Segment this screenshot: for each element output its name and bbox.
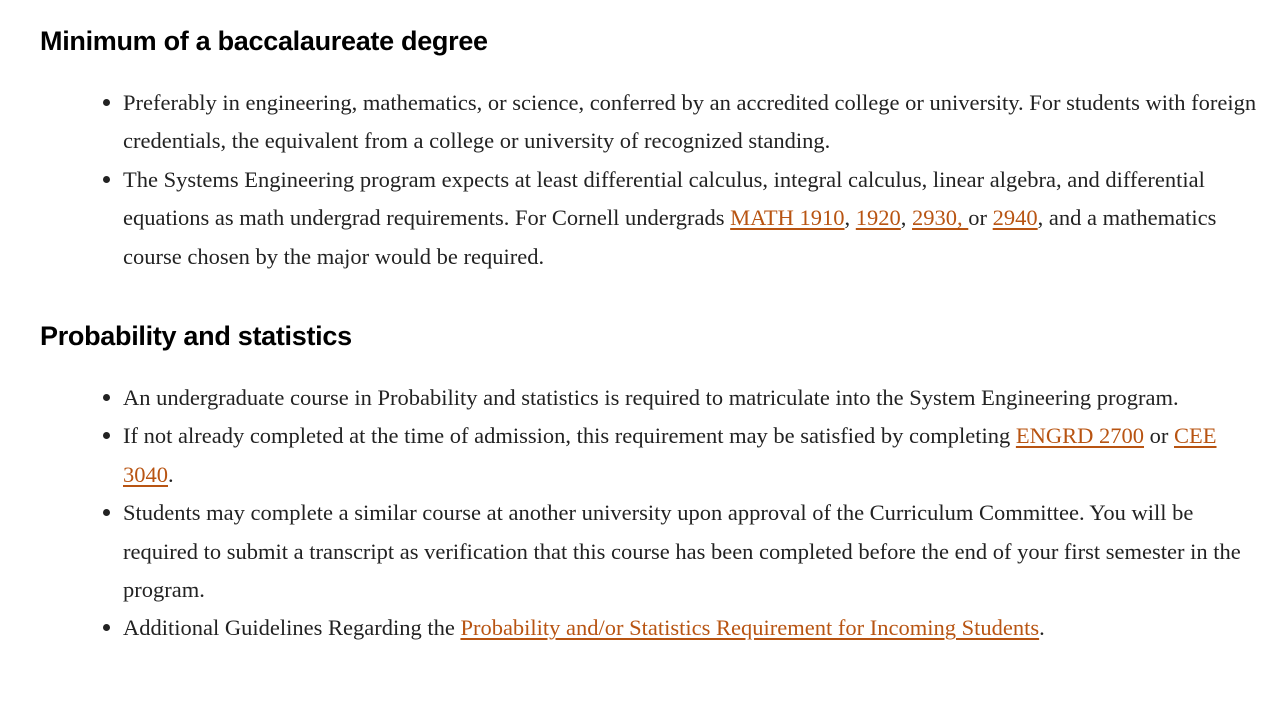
separator: or bbox=[968, 205, 993, 231]
bullet-icon bbox=[103, 176, 110, 183]
list-item bbox=[103, 161, 1263, 276]
list-item bbox=[103, 379, 1263, 417]
engrd-2700-link[interactable]: ENGRD 2700 bbox=[1015, 423, 1145, 449]
probability-list bbox=[103, 379, 1263, 648]
list-item-text: If not already completed at the time of admission, this requirement may be satisfied by completing bbox=[123, 423, 1016, 449]
math-2930-link[interactable]: 2930, bbox=[912, 205, 969, 231]
minimum-degree-list bbox=[103, 84, 1263, 276]
list-item bbox=[103, 609, 1263, 647]
math-1910-link[interactable]: MATH 1910 bbox=[730, 205, 845, 231]
list-item bbox=[103, 417, 1263, 494]
list-item-text: Students may complete a similar course at another university upon approval of the Curriculum Committee. You will be required to submit a transcript as verification that this course has been completed before the end of your first semester in the program. bbox=[123, 500, 1241, 603]
section-heading-minimum-degree: Minimum of a baccalaureate degree bbox=[40, 26, 488, 56]
list-item-text: or bbox=[1144, 423, 1175, 449]
list-item-text: Preferably in engineering, mathematics, or science, conferred by an accredited college or university. For students with foreign credentials, the equivalent from a college or university of recognized standing. bbox=[123, 90, 1257, 154]
separator: , bbox=[844, 205, 856, 231]
bullet-icon bbox=[103, 509, 110, 516]
list-item-text: The Systems Engineering program expects at least differential calculus, integral calculus, linear algebra, and differential equations as math undergrad requirements. For Cornell undergrads bbox=[123, 166, 1205, 231]
bullet-icon bbox=[103, 394, 110, 401]
list-item-text: . bbox=[1039, 615, 1045, 641]
cee-3040-link[interactable]: CEE 3040 bbox=[123, 423, 1217, 487]
list-item bbox=[103, 84, 1263, 161]
bullet-icon bbox=[103, 432, 110, 439]
list-item bbox=[103, 494, 1263, 609]
math-1920-link[interactable]: 1920 bbox=[855, 205, 901, 231]
list-item-text: , and a mathematics course chosen by the major would be required. bbox=[123, 205, 1217, 269]
list-item-text: . bbox=[168, 461, 174, 487]
bullet-icon bbox=[103, 624, 110, 631]
section-heading-probability: Probability and statistics bbox=[40, 321, 352, 351]
list-item-text: Additional Guidelines Regarding the bbox=[123, 615, 461, 641]
guidelines-link[interactable]: Probability and/or Statistics Requirement for Incoming Students bbox=[460, 615, 1040, 641]
bullet-icon bbox=[103, 99, 110, 106]
math-2940-link[interactable]: 2940 bbox=[992, 205, 1038, 231]
separator: , bbox=[900, 205, 913, 231]
list-item-text: An undergraduate course in Probability and statistics is required to matriculate into the System Engineering program. bbox=[123, 385, 1179, 410]
